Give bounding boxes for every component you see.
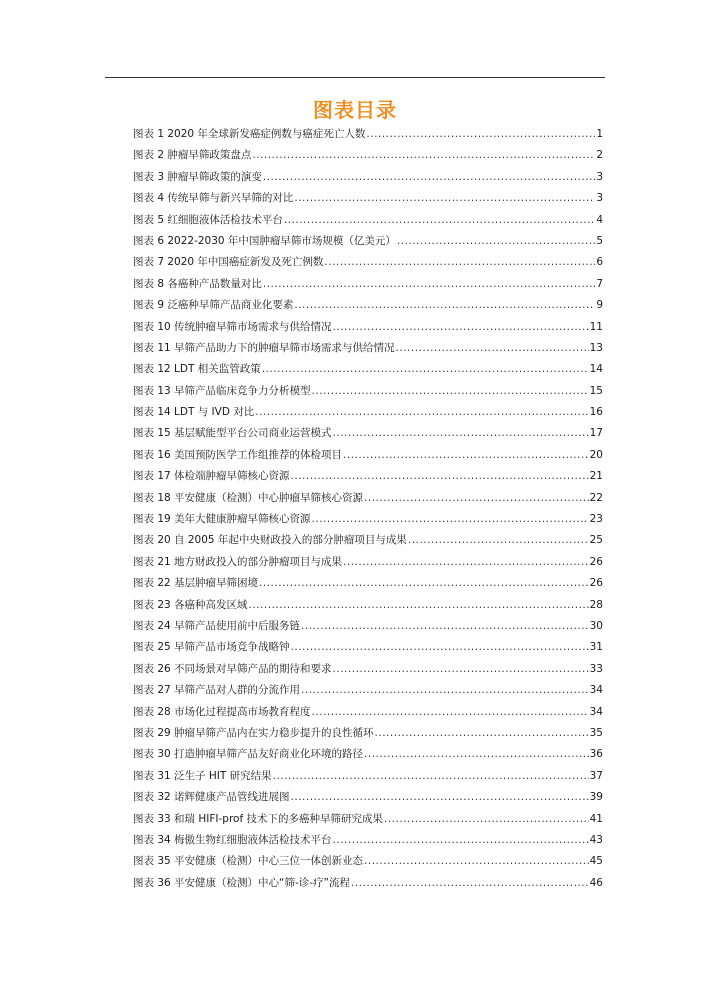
toc-entry[interactable] bbox=[133, 124, 603, 145]
toc-entry-page-number: 28 bbox=[589, 598, 603, 611]
toc-dot-leader bbox=[312, 381, 589, 402]
toc-entry[interactable] bbox=[133, 830, 603, 851]
toc-entry-label: 图表 10 传统肿瘤早筛市场需求与供给情况 bbox=[133, 320, 332, 333]
toc-entry[interactable] bbox=[133, 381, 603, 402]
toc-entry[interactable] bbox=[133, 295, 603, 316]
toc-dot-leader bbox=[375, 723, 589, 744]
toc-dot-leader bbox=[249, 595, 589, 616]
toc-entry-page-number: 14 bbox=[589, 363, 603, 376]
toc-entry[interactable] bbox=[133, 274, 603, 295]
toc-entry[interactable] bbox=[133, 766, 603, 787]
toc-dot-leader bbox=[263, 167, 595, 188]
toc-entry-label: 图表 2 肿瘤早筛政策盘点 bbox=[133, 149, 252, 162]
toc-entry-label: 图表 28 市场化过程提高市场教育程度 bbox=[133, 705, 311, 718]
toc-entry-page-number: 36 bbox=[589, 748, 603, 761]
toc-entry-label: 图表 18 平安健康（检测）中心肿瘤早筛核心资源 bbox=[133, 491, 364, 504]
toc-dot-leader bbox=[397, 231, 595, 252]
toc-entry-page-number: 31 bbox=[589, 641, 603, 654]
toc-dot-leader bbox=[294, 188, 595, 209]
toc-dot-leader bbox=[333, 423, 589, 444]
toc-entry-label: 图表 8 各癌种产品数量对比 bbox=[133, 277, 262, 290]
toc-entry[interactable] bbox=[133, 616, 603, 637]
toc-entry[interactable] bbox=[133, 359, 603, 380]
toc-entry-page-number: 21 bbox=[589, 470, 603, 483]
toc-dot-leader bbox=[343, 445, 589, 466]
toc-entry-label: 图表 15 基层赋能型平台公司商业运营模式 bbox=[133, 427, 332, 440]
toc-entry-page-number: 46 bbox=[589, 876, 603, 889]
toc-dot-leader bbox=[396, 338, 589, 359]
toc-dot-leader bbox=[301, 680, 589, 701]
toc-entry-page-number: 1 bbox=[596, 128, 603, 140]
toc-entry-page-number: 22 bbox=[589, 491, 603, 504]
toc-entry[interactable] bbox=[133, 145, 603, 166]
toc-entry-label: 图表 14 LDT 与 IVD 对比 bbox=[133, 406, 255, 419]
toc-entry-page-number: 2 bbox=[596, 149, 603, 162]
toc-dot-leader bbox=[384, 809, 589, 830]
toc-entry[interactable] bbox=[133, 488, 603, 509]
toc-entry-label: 图表 26 不同场景对早筛产品的期待和要求 bbox=[133, 662, 332, 675]
toc-entry-page-number: 43 bbox=[589, 833, 603, 846]
toc-entry-label: 图表 31 泛生子 HIT 研究结果 bbox=[133, 769, 272, 782]
toc-entry-page-number: 33 bbox=[589, 662, 603, 675]
toc-entry-label: 图表 16 美国预防医学工作组推荐的体检项目 bbox=[133, 448, 343, 461]
toc-entry-page-number: 26 bbox=[589, 577, 603, 590]
toc-dot-leader bbox=[366, 124, 595, 145]
toc-entry[interactable] bbox=[133, 680, 603, 701]
toc-entry[interactable] bbox=[133, 466, 603, 487]
toc-entry[interactable] bbox=[133, 702, 603, 723]
toc-entry-label: 图表 9 泛癌种早筛产品商业化要素 bbox=[133, 299, 294, 312]
toc-entry-label: 图表 13 早筛产品临床竞争力分析模型 bbox=[133, 384, 311, 397]
toc-dot-leader bbox=[294, 295, 595, 316]
toc-entry-page-number: 23 bbox=[589, 513, 603, 526]
toc-entry-label: 图表 22 基层肿瘤早筛困境 bbox=[133, 577, 259, 590]
toc-dot-leader bbox=[333, 317, 589, 338]
toc-dot-leader bbox=[351, 873, 589, 894]
toc-entry[interactable] bbox=[133, 573, 603, 594]
toc-entry-label: 图表 33 和瑞 HIFI-prof 技术下的多癌种早筛研究成果 bbox=[133, 812, 383, 825]
toc-entry-label: 图表 34 梅傲生物红细胞液体活检技术平台 bbox=[133, 833, 332, 846]
toc-dot-leader bbox=[364, 744, 589, 765]
toc-entry-label: 图表 23 各癌种高发区域 bbox=[133, 598, 248, 611]
toc-entry-page-number: 6 bbox=[596, 256, 603, 269]
toc-entry-label: 图表 11 早筛产品助力下的肿瘤早筛市场需求与供给情况 bbox=[133, 341, 395, 354]
table-of-figures bbox=[133, 124, 603, 894]
toc-entry[interactable] bbox=[133, 252, 603, 273]
toc-dot-leader bbox=[263, 274, 595, 295]
toc-dot-leader bbox=[291, 466, 589, 487]
toc-entry[interactable] bbox=[133, 851, 603, 872]
toc-entry[interactable] bbox=[133, 659, 603, 680]
toc-entry-label: 图表 25 早筛产品市场竞争战略钟 bbox=[133, 641, 290, 654]
toc-entry[interactable] bbox=[133, 787, 603, 808]
toc-dot-leader bbox=[252, 145, 595, 166]
toc-entry-page-number: 41 bbox=[589, 812, 603, 825]
toc-entry-page-number: 45 bbox=[589, 855, 603, 868]
toc-entry[interactable] bbox=[133, 231, 603, 252]
toc-entry-page-number: 16 bbox=[589, 406, 603, 419]
toc-entry-page-number: 37 bbox=[589, 769, 603, 782]
page-title: 图表目录 bbox=[313, 98, 397, 122]
toc-entry[interactable] bbox=[133, 873, 603, 894]
toc-entry-label: 图表 35 平安健康（检测）中心三位一体创新业态 bbox=[133, 855, 364, 868]
toc-entry-page-number: 34 bbox=[589, 705, 603, 718]
toc-entry-page-number: 15 bbox=[589, 384, 603, 397]
toc-entry[interactable] bbox=[133, 723, 603, 744]
toc-entry-page-number: 4 bbox=[596, 213, 603, 226]
toc-entry[interactable] bbox=[133, 167, 603, 188]
toc-entry-label: 图表 5 红细胞液体活检技术平台 bbox=[133, 213, 283, 226]
toc-entry[interactable] bbox=[133, 423, 603, 444]
toc-entry-page-number: 30 bbox=[589, 619, 603, 632]
toc-dot-leader bbox=[324, 252, 595, 273]
toc-entry-label: 图表 7 2020 年中国癌症新发及死亡例数 bbox=[133, 256, 324, 269]
toc-dot-leader bbox=[301, 616, 589, 637]
toc-entry-label: 图表 30 打造肿瘤早筛产品友好商业化环境的路径 bbox=[133, 748, 364, 761]
toc-entry-page-number: 39 bbox=[589, 791, 603, 804]
toc-dot-leader bbox=[273, 766, 589, 787]
toc-entry-page-number: 3 bbox=[596, 192, 603, 205]
toc-entry[interactable] bbox=[133, 445, 603, 466]
toc-entry[interactable] bbox=[133, 210, 603, 231]
toc-dot-leader bbox=[408, 530, 589, 551]
toc-entry[interactable] bbox=[133, 509, 603, 530]
toc-dot-leader bbox=[312, 702, 589, 723]
toc-dot-leader bbox=[364, 488, 589, 509]
toc-entry-label: 图表 29 肿瘤早筛产品内在实力稳步提升的良性循环 bbox=[133, 726, 374, 739]
toc-entry-page-number: 17 bbox=[589, 427, 603, 440]
toc-entry[interactable] bbox=[133, 637, 603, 658]
toc-dot-leader bbox=[259, 573, 589, 594]
toc-entry[interactable] bbox=[133, 188, 603, 209]
toc-dot-leader bbox=[343, 552, 589, 573]
toc-entry-label: 图表 32 诺辉健康产品管线进展图 bbox=[133, 791, 290, 804]
toc-entry-page-number: 13 bbox=[589, 341, 603, 354]
toc-entry-label: 图表 19 美年大健康肿瘤早筛核心资源 bbox=[133, 513, 311, 526]
toc-entry-page-number: 9 bbox=[596, 299, 603, 312]
toc-dot-leader bbox=[284, 210, 595, 231]
toc-entry[interactable] bbox=[133, 530, 603, 551]
toc-entry-label: 图表 20 自 2005 年起中央财政投入的部分肿瘤项目与成果 bbox=[133, 534, 407, 547]
toc-entry[interactable] bbox=[133, 552, 603, 573]
toc-entry-label: 图表 3 肿瘤早筛政策的演变 bbox=[133, 170, 262, 183]
toc-entry-page-number: 35 bbox=[589, 726, 603, 739]
toc-entry-page-number: 7 bbox=[596, 277, 603, 290]
toc-entry[interactable] bbox=[133, 595, 603, 616]
toc-dot-leader bbox=[262, 359, 589, 380]
toc-entry[interactable] bbox=[133, 402, 603, 423]
toc-entry-label: 图表 12 LDT 相关监管政策 bbox=[133, 363, 261, 376]
toc-dot-leader bbox=[333, 830, 589, 851]
toc-entry-page-number: 26 bbox=[589, 555, 603, 568]
toc-entry-label: 图表 4 传统早筛与新兴早筛的对比 bbox=[133, 192, 294, 205]
toc-entry-page-number: 3 bbox=[596, 170, 603, 183]
toc-entry-label: 图表 27 早筛产品对人群的分流作用 bbox=[133, 684, 301, 697]
toc-entry-page-number: 25 bbox=[589, 534, 603, 547]
toc-entry-page-number: 5 bbox=[596, 234, 603, 247]
toc-entry[interactable] bbox=[133, 338, 603, 359]
toc-entry-page-number: 34 bbox=[589, 684, 603, 697]
toc-entry-label: 图表 24 早筛产品使用前中后服务链 bbox=[133, 619, 301, 632]
toc-entry-page-number: 11 bbox=[589, 320, 603, 333]
toc-dot-leader bbox=[364, 851, 589, 872]
header-rule bbox=[105, 77, 605, 78]
toc-dot-leader bbox=[291, 637, 589, 658]
toc-dot-leader bbox=[333, 659, 589, 680]
toc-entry[interactable] bbox=[133, 809, 603, 830]
toc-entry-label: 图表 36 平安健康（检测）中心“筛-诊-疗”流程 bbox=[133, 876, 350, 889]
toc-entry[interactable] bbox=[133, 317, 603, 338]
toc-entry-label: 图表 1 2020 年全球新发癌症例数与癌症死亡人数 bbox=[133, 128, 366, 140]
toc-entry-page-number: 20 bbox=[589, 448, 603, 461]
toc-entry[interactable] bbox=[133, 744, 603, 765]
toc-entry-label: 图表 17 体检端肿瘤早筛核心资源 bbox=[133, 470, 290, 483]
toc-dot-leader bbox=[291, 787, 589, 808]
toc-entry-label: 图表 21 地方财政投入的部分肿瘤项目与成果 bbox=[133, 555, 343, 568]
toc-entry-label: 图表 6 2022-2030 年中国肿瘤早筛市场规模（亿美元） bbox=[133, 234, 396, 247]
toc-dot-leader bbox=[255, 402, 588, 423]
toc-dot-leader bbox=[312, 509, 589, 530]
